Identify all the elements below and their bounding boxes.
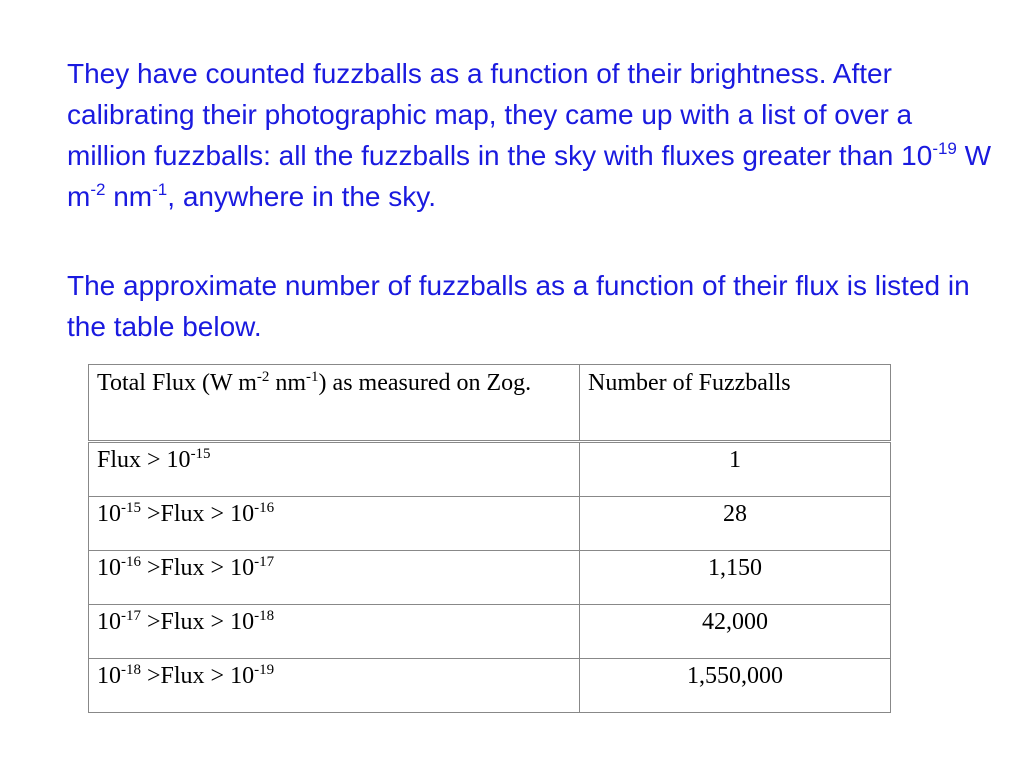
table-row bbox=[89, 605, 891, 659]
flux-lower-base: 10 bbox=[97, 555, 121, 581]
header-flux-text-a: Total Flux (W m bbox=[97, 370, 257, 396]
flux-range-text: >Flux > 10 bbox=[141, 501, 255, 527]
table-intro-paragraph: The approximate number of fuzzballs as a function of their flux is listed in the table below. bbox=[67, 270, 970, 342]
fuzzball-count-cell: 28 bbox=[580, 497, 891, 551]
flux-upper-exponent: -18 bbox=[254, 608, 275, 624]
fuzzball-count-cell: 42,000 bbox=[580, 605, 891, 659]
flux-table bbox=[88, 364, 891, 713]
intro-text-a: They have counted fuzzballs as a function of their brightness. After calibrating their photographic map, they came up with a list of over a million fuzzballs: all the fuzzballs in the sky with fluxes greater than 10 bbox=[67, 58, 933, 171]
header-meter-exponent: -2 bbox=[256, 369, 270, 385]
flux-lower-exponent: -17 bbox=[121, 608, 141, 624]
flux-range-text: >Flux > 10 bbox=[141, 663, 255, 689]
header-count-cell: Number of Fuzzballs bbox=[580, 365, 891, 442]
fuzzball-count-cell: 1 bbox=[580, 442, 891, 497]
flux-lower-base: 10 bbox=[97, 501, 121, 527]
flux-lower-base: 10 bbox=[97, 663, 121, 689]
flux-lower-base: 10 bbox=[97, 609, 121, 635]
flux-range-cell bbox=[89, 605, 580, 659]
flux-range-cell bbox=[89, 551, 580, 605]
flux-range-cell bbox=[89, 442, 580, 497]
flux-range-text: >Flux > 10 bbox=[141, 555, 255, 581]
flux-range-cell bbox=[89, 497, 580, 551]
flux-lower-exponent: -15 bbox=[121, 500, 141, 516]
flux-range-text: >Flux > 10 bbox=[141, 609, 255, 635]
intro-text-d: , anywhere in the sky. bbox=[167, 181, 436, 212]
flux-exponent: -19 bbox=[932, 139, 957, 158]
table-row bbox=[89, 551, 891, 605]
fuzzball-count-cell: 1,550,000 bbox=[580, 659, 891, 713]
header-flux-cell bbox=[89, 365, 580, 442]
flux-upper-exponent: -19 bbox=[254, 662, 275, 678]
table-row bbox=[89, 497, 891, 551]
nanometer-exponent: -1 bbox=[152, 180, 168, 199]
flux-upper-exponent: -17 bbox=[254, 554, 275, 570]
intro-paragraph bbox=[67, 53, 997, 217]
flux-upper-exponent: -15 bbox=[190, 446, 211, 462]
header-flux-text-c: ) as measured on Zog. bbox=[318, 370, 532, 396]
flux-upper-exponent: -16 bbox=[254, 500, 275, 516]
table-header-row bbox=[89, 365, 891, 442]
header-nanometer-exponent: -1 bbox=[306, 369, 319, 385]
meter-exponent: -2 bbox=[90, 180, 106, 199]
flux-lower-exponent: -18 bbox=[121, 662, 141, 678]
flux-range-cell bbox=[89, 659, 580, 713]
table-row bbox=[89, 659, 891, 713]
header-flux-text-b: nm bbox=[269, 370, 307, 396]
intro-text-c: nm bbox=[105, 181, 153, 212]
flux-range-text: Flux > 10 bbox=[97, 447, 191, 473]
table-row bbox=[89, 442, 891, 497]
intro-text-b: W m bbox=[67, 140, 992, 212]
flux-lower-exponent: -16 bbox=[121, 554, 141, 570]
fuzzball-count-cell: 1,150 bbox=[580, 551, 891, 605]
